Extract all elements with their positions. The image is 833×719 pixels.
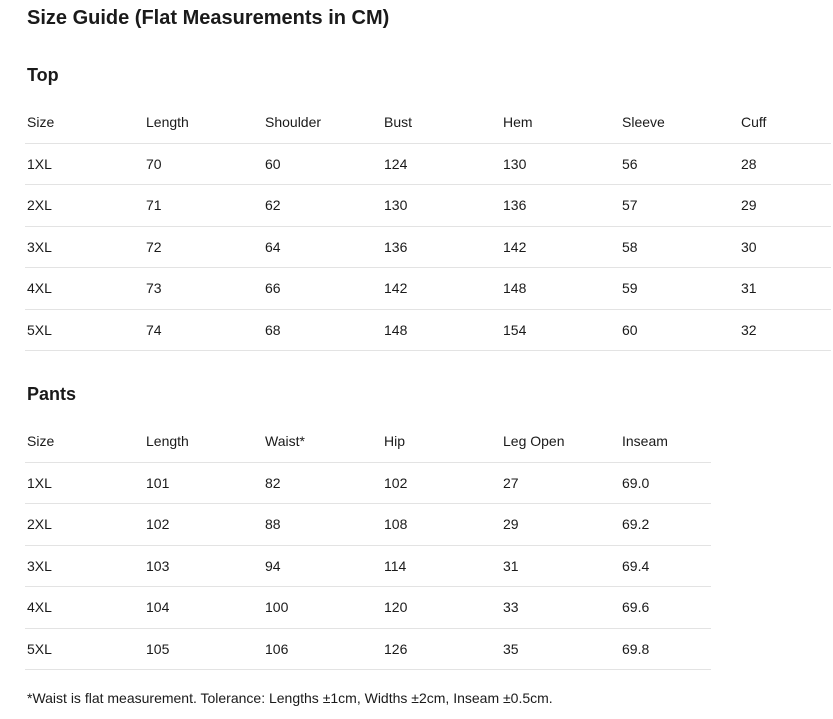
- column-header-size: Size: [25, 420, 144, 462]
- table-cell: 60: [263, 143, 382, 185]
- table-cell: 64: [263, 226, 382, 268]
- table-cell: 148: [382, 309, 501, 351]
- table-cell: 69.2: [620, 504, 711, 546]
- table-cell: 73: [144, 268, 263, 310]
- table-cell: 56: [620, 143, 739, 185]
- page-title: Size Guide (Flat Measurements in CM): [27, 7, 390, 29]
- table-cell: 100: [263, 587, 382, 629]
- table-row: [25, 143, 831, 185]
- table-cell: 60: [620, 309, 739, 351]
- table-cell: 108: [382, 504, 501, 546]
- table-cell: 35: [501, 628, 620, 670]
- column-header-cuff: Cuff: [739, 101, 831, 143]
- table-row: [25, 545, 711, 587]
- table-cell: 103: [144, 545, 263, 587]
- table-cell: 69.8: [620, 628, 711, 670]
- table-cell: 104: [144, 587, 263, 629]
- column-header-length: Length: [144, 420, 263, 462]
- column-header-waist: Waist*: [263, 420, 382, 462]
- table-cell: 4XL: [25, 268, 144, 310]
- table-cell: 2XL: [25, 185, 144, 227]
- table-cell: 69.6: [620, 587, 711, 629]
- table-cell: 69.4: [620, 545, 711, 587]
- table-cell: 88: [263, 504, 382, 546]
- table-cell: 124: [382, 143, 501, 185]
- table-cell: 82: [263, 462, 382, 504]
- table-cell: 102: [382, 462, 501, 504]
- table-cell: 136: [501, 185, 620, 227]
- table-row: [25, 587, 711, 629]
- table-row: [25, 309, 831, 351]
- table-cell: 3XL: [25, 545, 144, 587]
- table-cell: 68: [263, 309, 382, 351]
- table-cell: 69.0: [620, 462, 711, 504]
- pants-size-table: [25, 420, 711, 670]
- table-row: [25, 628, 711, 670]
- table-cell: 32: [739, 309, 831, 351]
- column-header-inseam: Inseam: [620, 420, 711, 462]
- table-cell: 29: [501, 504, 620, 546]
- table-cell: 59: [620, 268, 739, 310]
- table-cell: 28: [739, 143, 831, 185]
- column-header-hem: Hem: [501, 101, 620, 143]
- table-cell: 30: [739, 226, 831, 268]
- table-cell: 148: [501, 268, 620, 310]
- column-header-length: Length: [144, 101, 263, 143]
- table-cell: 62: [263, 185, 382, 227]
- table-cell: 142: [501, 226, 620, 268]
- table-cell: 136: [382, 226, 501, 268]
- table-cell: 71: [144, 185, 263, 227]
- table-cell: 102: [144, 504, 263, 546]
- table-cell: 66: [263, 268, 382, 310]
- table-row: [25, 504, 711, 546]
- table-cell: 1XL: [25, 143, 144, 185]
- table-cell: 5XL: [25, 628, 144, 670]
- table-cell: 57: [620, 185, 739, 227]
- table-cell: 120: [382, 587, 501, 629]
- top-size-table: [25, 101, 831, 351]
- table-cell: 74: [144, 309, 263, 351]
- table-cell: 130: [501, 143, 620, 185]
- column-header-leg-open: Leg Open: [501, 420, 620, 462]
- table-row: [25, 185, 831, 227]
- table-cell: 101: [144, 462, 263, 504]
- top-section-title: Top: [27, 65, 59, 85]
- table-cell: 114: [382, 545, 501, 587]
- table-cell: 154: [501, 309, 620, 351]
- table-header-row: [25, 101, 831, 143]
- column-header-shoulder: Shoulder: [263, 101, 382, 143]
- table-row: [25, 226, 831, 268]
- table-cell: 2XL: [25, 504, 144, 546]
- table-cell: 31: [501, 545, 620, 587]
- table-cell: 105: [144, 628, 263, 670]
- table-cell: 33: [501, 587, 620, 629]
- table-cell: 94: [263, 545, 382, 587]
- table-cell: 29: [739, 185, 831, 227]
- pants-section-title: Pants: [27, 384, 77, 404]
- column-header-sleeve: Sleeve: [620, 101, 739, 143]
- column-header-hip: Hip: [382, 420, 501, 462]
- table-header-row: [25, 420, 711, 462]
- column-header-bust: Bust: [382, 101, 501, 143]
- table-cell: 3XL: [25, 226, 144, 268]
- table-row: [25, 268, 831, 310]
- tolerance-footnote: *Waist is flat measurement. Tolerance: Lengths ±1cm, Widths ±2cm, Inseam ±0.5cm.: [27, 690, 553, 706]
- table-cell: 31: [739, 268, 831, 310]
- table-cell: 126: [382, 628, 501, 670]
- table-cell: 5XL: [25, 309, 144, 351]
- table-cell: 70: [144, 143, 263, 185]
- table-cell: 1XL: [25, 462, 144, 504]
- table-cell: 4XL: [25, 587, 144, 629]
- table-cell: 106: [263, 628, 382, 670]
- table-cell: 142: [382, 268, 501, 310]
- table-cell: 27: [501, 462, 620, 504]
- table-cell: 72: [144, 226, 263, 268]
- table-cell: 58: [620, 226, 739, 268]
- table-cell: 130: [382, 185, 501, 227]
- table-row: [25, 462, 711, 504]
- column-header-size: Size: [25, 101, 144, 143]
